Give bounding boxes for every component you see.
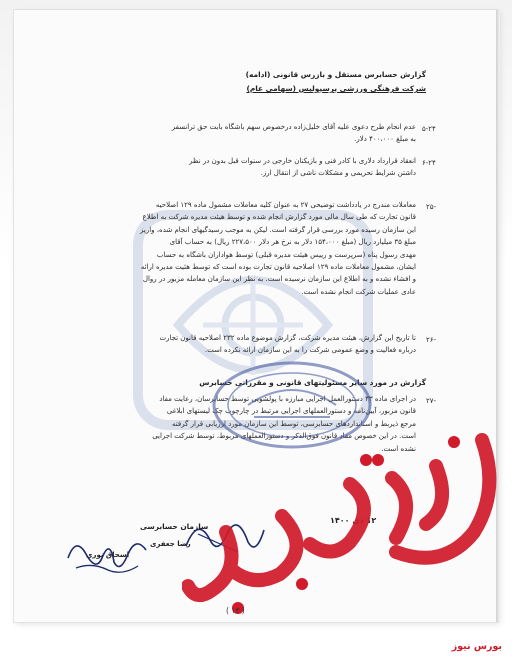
text-line: مهدی رسول پناه (سرپرست و رییس هیئت مدیره قبلی) توسط هواداران باشگاه به حساب [156, 250, 416, 259]
text-line: است. در این خصوص مفاد قانون فوق‌الذکر و دستورالعملهای مربوط، توسط شرکت اجرایی [152, 432, 416, 441]
text-line: عدم انجام طرح دعوی علیه آقای خلیل‌زاده درخصوص سهم باشگاه بابت حق ترانسفر [171, 123, 416, 131]
report-date: ۱۲ دی ۱۴۰۰ [330, 516, 377, 525]
item-number: ۵-۲۴ [422, 125, 436, 133]
item-26-text [108, 332, 416, 357]
item-24-5-text [128, 121, 416, 146]
text-line: قانون تجارت که طی سال مالی مورد گزارش انجام شده و توسط هیئت مدیره شرکت به اطلاع [142, 213, 416, 222]
item-25-text [108, 199, 416, 298]
news-watermark [182, 420, 512, 620]
audit-firm-name: سازمان حسابرسی [140, 522, 209, 531]
text-line: این سازمان رسیده مورد بررسی قرار گرفته است. لیکن به موجب رسیدگیهای انجام شده، واریز [140, 225, 416, 234]
text-line: مرجع ذیربط و استانداردهای حسابرسی، توسط این سازمان مورد ارزیابی قرار گرفته [171, 419, 416, 428]
page-number: ( ۱۳ ) [226, 606, 245, 615]
company-name: شرکت فرهنگی ورزشی پرسپولیس (سهامی عام) [246, 84, 426, 93]
item-number: ۲۶- [426, 336, 437, 344]
signer-name: اسحاق نوری [86, 551, 130, 559]
text-line: انعقاد قرارداد دلاری با کادر فنی و بازیکنان خارجی در سنوات قبل بدون در نظر [189, 157, 416, 165]
text-line: داشتن شرایط تحریمی و مشکلات ناشی از انتقال ارز. [260, 169, 416, 178]
handwritten-signature [62, 528, 152, 580]
report-title: گزارش حسابرس مستقل و بازرس قانونی (ادامه) [245, 70, 426, 79]
item-number: ۲۵- [426, 203, 437, 211]
text-line: به مبلغ ۴۰۰،۰۰۰ دلار. [354, 135, 416, 144]
site-brand-label: بورس نیوز [451, 641, 502, 652]
text-line: عادی عملیات شرکت انجام نشده است. [301, 287, 416, 296]
item-number: ۲۷- [426, 397, 437, 405]
text-line: درباره فعالیت و وضع عمومی شرکت را به این سازمان ارائه نکرده است. [204, 346, 416, 355]
text-line: مبلغ ۳۵ میلیارد ریال (مبلغ ۱۵۴،۰۰۰ دلار به نرخ هر دلار ۲۲۷،۵۰۰ ریال) به حساب آقای [169, 238, 416, 247]
text-line: در اجرای ماده ۳۳ دستورالعمل اجرایی مبارزه با پولشویی توسط حسابرسان، رعایت مفاد [159, 395, 416, 403]
text-line: و افشاء نشده و به اطلاع این سازمان نرسیده است. به نظر این سازمان معامله مزبور در روال [142, 275, 416, 284]
signer-name: رضا جعفری [150, 540, 191, 548]
text-line: نشده است. [381, 444, 416, 453]
text-line: تا تاریخ این گزارش، هیئت مدیره شرکت، گزارش موضوع ماده ۲۳۲ اصلاحیه قانون تجارت [159, 334, 416, 342]
text-line: قانون مزبور، آیین‌نامه و دستورالعملهای اجرایی مرتبط در چارچوب چک لیستهای ابلاغی [166, 407, 416, 416]
item-24-6-text [128, 155, 416, 180]
text-line: ایشان، مشمول معاملات ماده ۱۲۹ اصلاحیه قانون تجارت بوده است که توسط هئیت مدیره ارائه [140, 263, 416, 272]
section-heading: گزارش در مورد سایر مسئولیتهای قانونی و مقرراتی حسابرس [199, 378, 426, 387]
item-number: ۶-۲۴ [422, 159, 436, 167]
text-line: معاملات مندرج در یادداشت توضیحی ۲۷ به عنوان کلیه معاملات مشمول ماده ۱۲۹ اصلاحیه [155, 201, 416, 209]
